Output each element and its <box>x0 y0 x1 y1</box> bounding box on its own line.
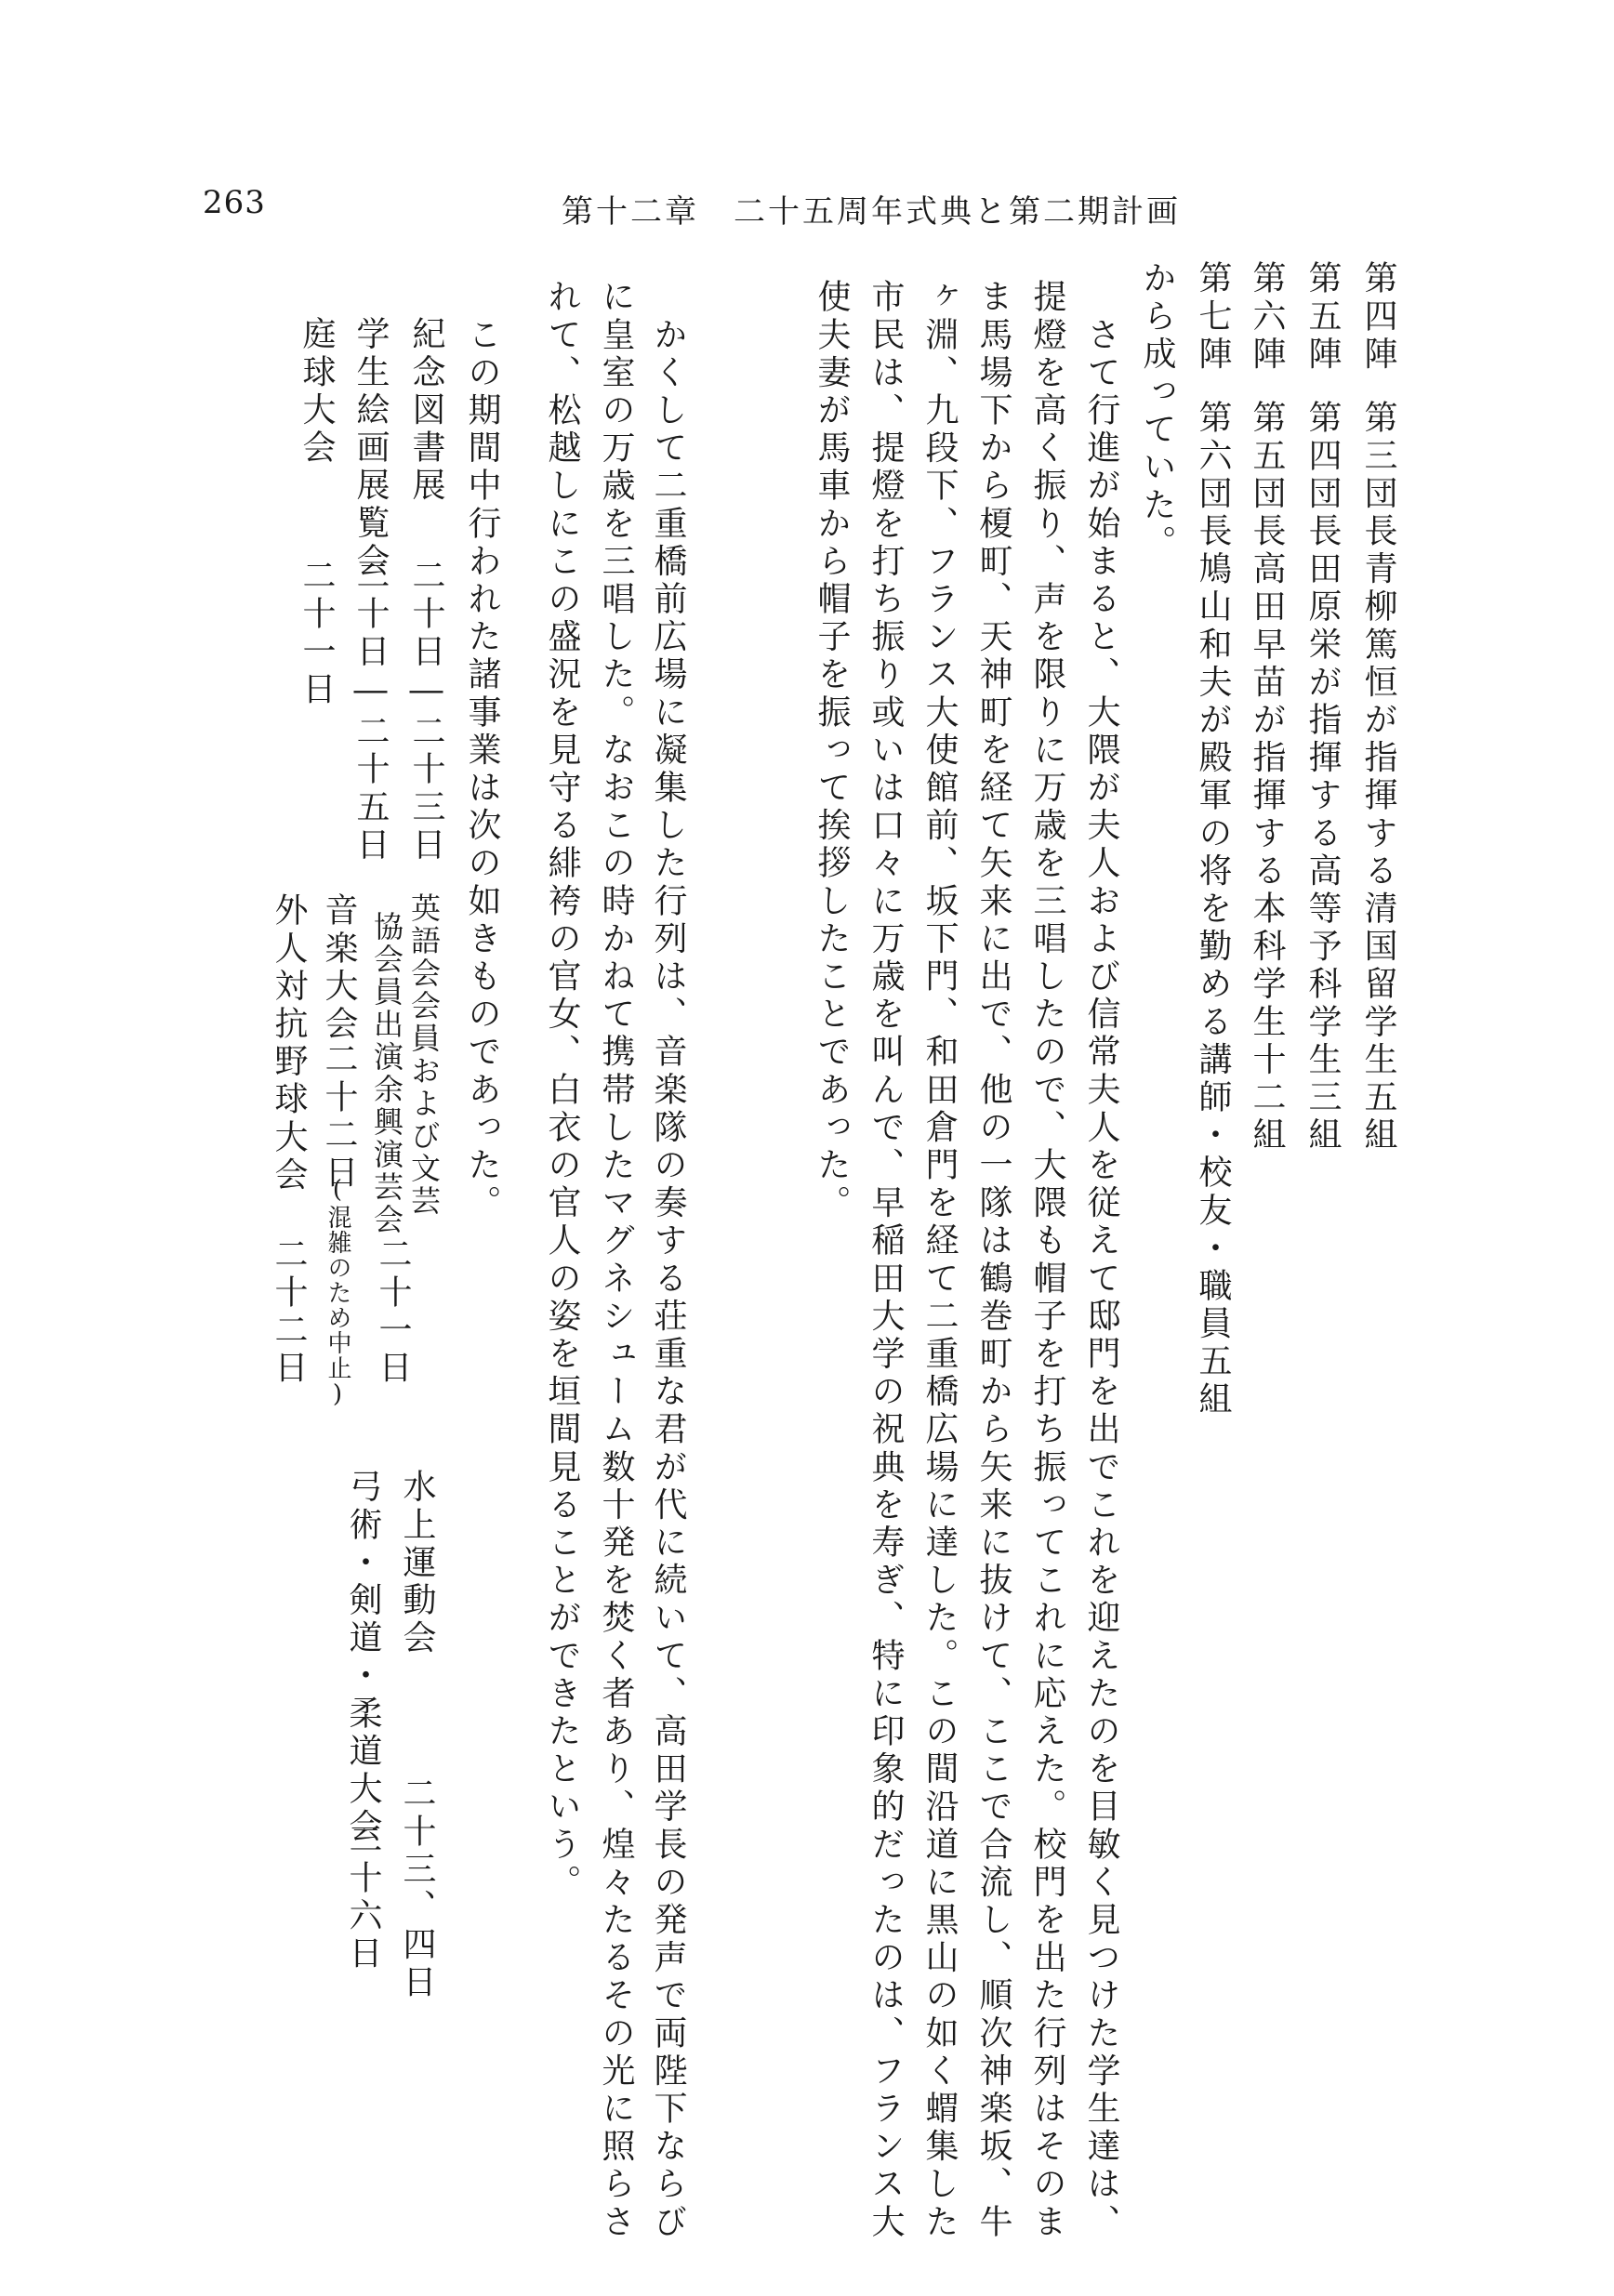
body-line: 提燈を高く振り、声を限りに万歳を三唱したので、大隈も帽子を打ち振ってこれに応えた。校門を出た行列はそのま <box>1028 279 1066 2242</box>
formation-4-text: 第三団長青柳篤恒が指揮する清国留学生五組 <box>1359 400 1397 1155</box>
formation-7-label: 第七陣 <box>1194 260 1232 374</box>
event-date: 二十二日 <box>270 1236 308 1388</box>
body-line: ま馬場下から榎町、天神町を経て矢来に出で、他の一隊は鶴巻町から矢来に抜けて、ここで合流し、順次神楽坂、牛 <box>974 279 1012 2242</box>
body-line: れて、松越しにこの盛況を見守る緋袴の官女、白衣の官人の姿を垣間見ることができたという。 <box>543 279 581 1902</box>
formation-5-label: 第五陣 <box>1303 260 1342 374</box>
formation-5-text: 第四団長田原栄が指揮する高等予科学生三組 <box>1303 400 1342 1155</box>
body-line: ヶ淵、九段下、フランス大使館前、坂下門、和田倉門を経て二重橋広場に達した。この間沿道に黒山の如く蝟集した <box>920 279 959 2242</box>
event-date: 二十日―二十三日 <box>407 558 445 864</box>
event-date: 二十二日 <box>320 1041 358 1193</box>
body-line: に皇室の万歳を三唱した。なおこの時かねて携帯したマグネシューム数十発を焚く者あり、煌々たるその光に照らさ <box>597 279 635 2242</box>
event-name: 学生絵画展覧会 <box>351 316 390 581</box>
event-date: 二十日―二十五日 <box>351 558 390 864</box>
formation-6-text: 第五団長高田早苗が指揮する本科学生十二組 <box>1248 400 1286 1155</box>
event-name: 音楽大会 <box>320 892 358 1044</box>
body-line: 使夫妻が馬車から帽子を振って挨拶したことであった。 <box>813 279 851 1222</box>
event-note: (混雑のため中止) <box>324 1176 351 1409</box>
event-date: 二十一日 <box>298 558 336 709</box>
event-name: 庭球大会 <box>298 316 336 468</box>
event-name: 紀念図書展 <box>407 316 445 505</box>
page-number: 263 <box>203 184 266 221</box>
event-name: 水上運動会 <box>398 1469 436 1657</box>
body-line: さて行進が始まると、大隈が夫人および信常夫人を従えて邸門を出でこれを迎えたのを目敏く見つけた学生達は、 <box>1082 279 1120 2242</box>
formation-6-label: 第六陣 <box>1248 260 1286 374</box>
running-head: 第十二章 二十五周年式典と第二期計画 <box>562 193 1181 231</box>
body-line: 市民は、提燈を打ち振り或いは口々に万歳を叫んで、早稲田大学の祝典を寿ぎ、特に印象的だったのは、フランス大 <box>867 279 905 2242</box>
event-name-line1: 英語会会員および文芸 <box>406 892 442 1218</box>
body-line: この期間中行われた諸事業は次の如きものであった。 <box>463 279 501 1222</box>
formation-7-text: 第六団長鳩山和夫が殿軍の将を勤める講師・校友・職員五組 <box>1194 400 1232 1419</box>
event-date: 二十六日 <box>344 1822 382 1973</box>
event-date: 二十一日 <box>374 1236 412 1388</box>
event-date: 二十三、四日 <box>398 1775 436 2002</box>
event-name: 弓術・剣道・柔道大会 <box>344 1469 382 1846</box>
formation-closing-line: から成っていた。 <box>1138 260 1176 562</box>
event-name: 外人対抗野球大会 <box>270 892 308 1194</box>
formation-4-label: 第四陣 <box>1359 260 1397 374</box>
event-name-line2: 協会員出演余興演芸会 <box>369 911 404 1236</box>
body-line: かくして二重橋前広場に凝集した行列は、音楽隊の奏する荘重な君が代に続いて、高田学長の発声で両陛下ならび <box>649 279 687 2242</box>
